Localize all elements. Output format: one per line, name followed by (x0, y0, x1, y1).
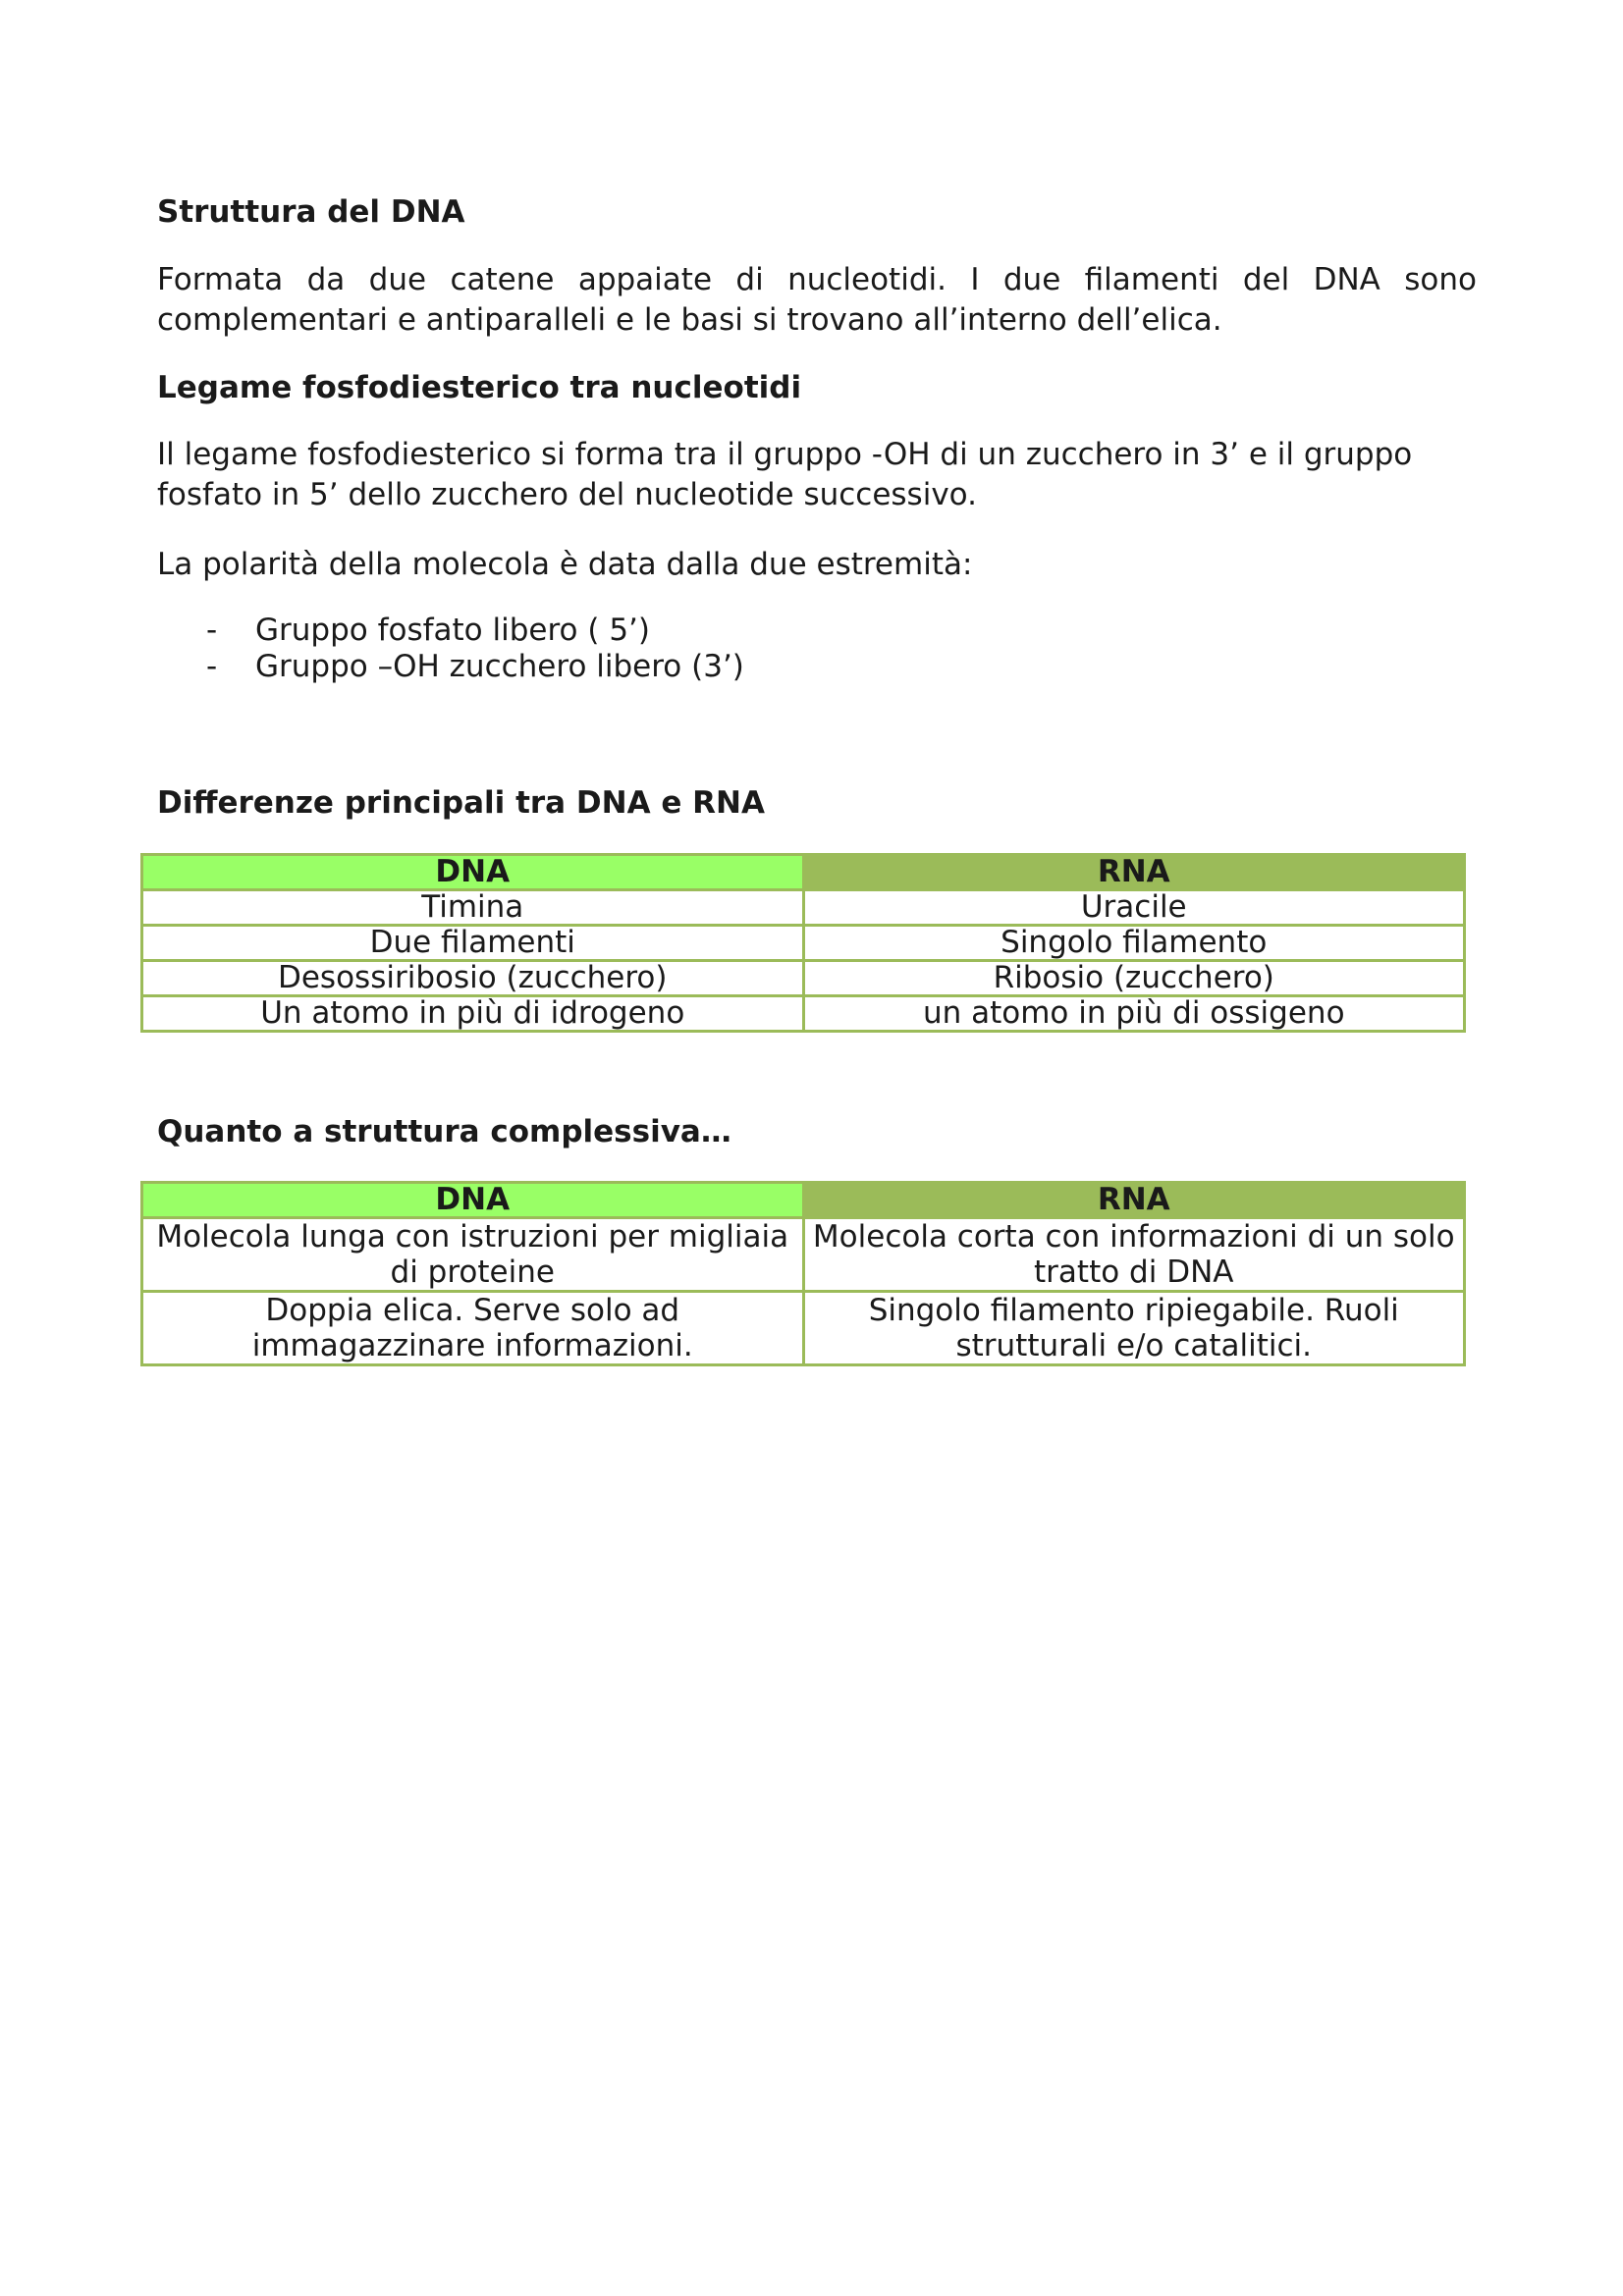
bullet-dash: - (206, 613, 218, 648)
table-cell: Singolo filamento ripiegabile. Ruoli strutturali e/o catalitici. (803, 1292, 1465, 1365)
column-header-rna: RNA (803, 855, 1465, 890)
list-item-text: Gruppo –OH zucchero libero (3’) (255, 649, 744, 684)
heading-struttura-complessiva: Quanto a struttura complessiva… (157, 1114, 731, 1149)
paragraph-polarita: La polarità della molecola è data dalla due estremità: (157, 547, 973, 582)
table-cell: Doppia elica. Serve solo ad immagazzinare informazioni. (142, 1292, 804, 1365)
paragraph-line: Formata da due catene appaiate di nucleotidi. I due filamenti del DNA sono (157, 262, 1477, 297)
table-cell: Un atomo in più di idrogeno (142, 996, 804, 1032)
table-struttura-complessiva (140, 1181, 1466, 1366)
list-item (157, 613, 744, 649)
heading-struttura-dna: Struttura del DNA (157, 194, 465, 230)
table-cell: Due filamenti (142, 926, 804, 961)
table-differenze-dna-rna (140, 853, 1466, 1033)
heading-legame-fosfodiesterico: Legame fosfodiesterico tra nucleotidi (157, 370, 802, 405)
table-row (142, 961, 1465, 996)
table-row (142, 926, 1465, 961)
bullet-dash: - (206, 649, 218, 684)
column-header-rna: RNA (803, 1183, 1465, 1218)
table-cell: Singolo filamento (803, 926, 1465, 961)
table-row (142, 996, 1465, 1032)
column-header-dna: DNA (142, 1183, 804, 1218)
table-row (142, 1218, 1465, 1292)
table-cell: Ribosio (zucchero) (803, 961, 1465, 996)
table-header-row (142, 855, 1465, 890)
paragraph-legame: Il legame fosfodiesterico si forma tra il gruppo -OH di un zucchero in 3’ e il gruppo fosfato in 5’ dello zucchero del nucleotide successivo. (157, 437, 1413, 512)
table-header-row (142, 1183, 1465, 1218)
paragraph-struttura-dna (157, 260, 1477, 341)
table-cell: Desossiribosio (zucchero) (142, 961, 804, 996)
table-cell: Molecola corta con informazioni di un solo tratto di DNA (803, 1218, 1465, 1292)
paragraph-line: complementari e antiparalleli e le basi si trovano all’interno dell’elica. (157, 302, 1222, 338)
list-item-text: Gruppo fosfato libero ( 5’) (255, 613, 650, 648)
column-header-dna: DNA (142, 855, 804, 890)
table-cell: Timina (142, 890, 804, 926)
table-cell: Uracile (803, 890, 1465, 926)
heading-differenze: Differenze principali tra DNA e RNA (157, 785, 765, 821)
table-row (142, 890, 1465, 926)
list-item (157, 649, 744, 685)
bullet-list-estremita (157, 613, 744, 685)
table-cell: un atomo in più di ossigeno (803, 996, 1465, 1032)
table-cell: Molecola lunga con istruzioni per migliaia di proteine (142, 1218, 804, 1292)
table-row (142, 1292, 1465, 1365)
